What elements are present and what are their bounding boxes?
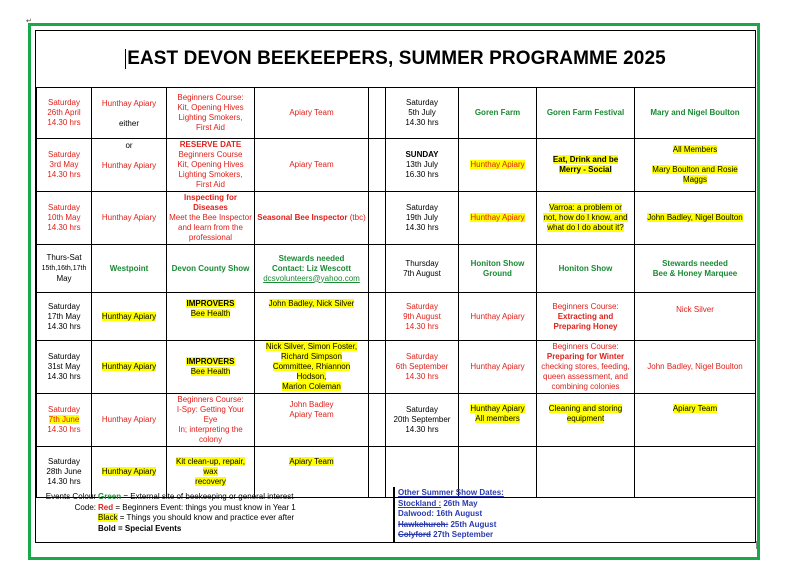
legend-red: Red = Beginners Event: things you must know in Year 1	[98, 502, 296, 512]
topic-cell: Beginners Course: Kit, Opening Hives Lighting Smokers, First Aid	[167, 88, 255, 139]
table-row	[37, 341, 756, 394]
lead-cell: John Badley, Nigel Boulton	[635, 192, 756, 245]
lead-cell: Apiary Team	[255, 88, 369, 139]
lead-cell: All Members Mary Boulton and Rosie Maggs	[635, 139, 756, 192]
spacer-cell	[369, 245, 386, 293]
date-cell: Saturday 26th April 14.30 hrs	[37, 88, 92, 139]
date-cell: SUNDAY 13th July 16.30 hrs	[386, 139, 459, 192]
legend-lines	[98, 492, 296, 534]
paragraph-mark-icon: ↵	[26, 18, 32, 25]
topic-cell: RESERVE DATE Beginners Course Kit, Opening Hives Lighting Smokers, First Aid	[167, 139, 255, 192]
date-cell: Saturday 19th July 14.30 hrs	[386, 192, 459, 245]
topic-cell: IMPROVERS Bee Health	[167, 293, 255, 341]
date-cell: Saturday 20th September 14.30 hrs	[386, 394, 459, 447]
lead-cell: Mary and Nigel Boulton	[635, 88, 756, 139]
page-title	[36, 31, 755, 88]
other-shows-heading: Other Summer Show Dates:	[398, 488, 504, 497]
topic-cell: Devon County Show	[167, 245, 255, 293]
table-row	[37, 293, 756, 341]
venue-cell: Hunthay Apiary All members	[459, 394, 537, 447]
date-cell: Saturday 17th May 14.30 hrs	[37, 293, 92, 341]
venue-cell: Westpoint	[92, 245, 167, 293]
colour-code-legend	[36, 487, 393, 542]
lead-cell: Seasonal Bee Inspector (tbc)	[255, 192, 369, 245]
programme-table	[36, 87, 756, 498]
venue-cell: Hunthay Apiary either	[92, 88, 167, 139]
venue-cell: Hunthay Apiary	[459, 341, 537, 394]
spacer-cell	[369, 88, 386, 139]
venue-cell: Hunthay Apiary	[459, 139, 537, 192]
venue-cell: Hunthay Apiary	[92, 341, 167, 394]
venue-cell: Hunthay Apiary	[92, 447, 167, 498]
venue-cell: Honiton Show Ground	[459, 245, 537, 293]
venue-cell: Hunthay Apiary	[459, 293, 537, 341]
spacer-cell	[369, 139, 386, 192]
date-cell: Saturday 6th September 14.30 hrs	[386, 341, 459, 394]
lead-cell: John Badley, Nigel Boulton	[635, 341, 756, 394]
show-item: Hawkchurch: 25th August	[398, 519, 497, 529]
show-item: Dalwood: 16th August	[398, 509, 483, 518]
spacer-cell	[369, 341, 386, 394]
lead-cell: Nick Silver	[635, 293, 756, 341]
venue-cell: Goren Farm	[459, 88, 537, 139]
topic-cell: Eat, Drink and be Merry - Social	[537, 139, 635, 192]
table-row	[37, 139, 756, 192]
legend-green: Green = External site of beekeeping or general interest	[98, 492, 294, 501]
topic-cell: Varroa: a problem or not, how do I know, and what do I do about it?	[537, 192, 635, 245]
date-cell: Saturday 3rd May 14.30 hrs	[37, 139, 92, 192]
spacer-cell	[369, 293, 386, 341]
venue-cell: Hunthay Apiary	[459, 192, 537, 245]
legend-bold: Bold = Special Events	[98, 523, 182, 533]
venue-cell: or Hunthay Apiary	[92, 139, 167, 192]
topic-cell: Kit clean-up, repair, wax recovery	[167, 447, 255, 498]
spacer-cell	[369, 394, 386, 447]
title-text: EAST DEVON BEEKEEPERS, SUMMER PROGRAMME 2025	[127, 48, 666, 69]
table-row	[37, 192, 756, 245]
topic-cell: Beginners Course: Preparing for Winter checking stores, feeding, queen assessment, and combining colonies	[537, 341, 635, 394]
lead-cell: Apiary Team	[635, 394, 756, 447]
topic-cell: Beginners Course: I-Spy: Getting Your Eye In; interpreting the colony	[167, 394, 255, 447]
topic-cell: Inspecting for Diseases Meet the Bee Inspector and learn from the professional	[167, 192, 255, 245]
topic-cell: IMPROVERS Bee Health	[167, 341, 255, 394]
topic-cell: Honiton Show	[537, 245, 635, 293]
legend-black: Black = Things you should know and practice ever after	[98, 513, 295, 522]
topic-cell: Beginners Course: Extracting and Preparing Honey	[537, 293, 635, 341]
table-row	[37, 88, 756, 139]
show-item: Colyford 27th September	[398, 530, 494, 539]
legend-label: Events Colour Code:	[45, 492, 96, 512]
lead-cell: Apiary Team	[255, 139, 369, 192]
venue-cell: Hunthay Apiary	[92, 192, 167, 245]
spacer-cell	[369, 192, 386, 245]
lead-cell: Stewards needed Bee & Honey Marquee	[635, 245, 756, 293]
table-row	[37, 245, 756, 293]
date-cell: Saturday 9th August 14.30 hrs	[386, 293, 459, 341]
email-link[interactable]: dcsvolunteers@yahoo.com	[263, 273, 360, 283]
lead-cell: Apiary Team	[255, 447, 369, 498]
table-row	[37, 394, 756, 447]
date-cell: Saturday 5th July 14.30 hrs	[386, 88, 459, 139]
other-show-dates	[394, 487, 755, 542]
text-cursor	[125, 49, 126, 69]
topic-cell: Cleaning and storing equipment	[537, 394, 635, 447]
lead-cell: Stewards needed Contact: Liz Wescott dcsvolunteers@yahoo.com	[255, 245, 369, 293]
date-cell: Saturday 7th June 14.30 hrs	[37, 394, 92, 447]
venue-cell: Hunthay Apiary	[92, 293, 167, 341]
venue-cell: Hunthay Apiary	[92, 394, 167, 447]
date-cell: Thursday 7th August	[386, 245, 459, 293]
topic-cell: Goren Farm Festival	[537, 88, 635, 139]
date-cell: Saturday 28th June 14.30 hrs	[37, 447, 92, 498]
date-cell: Thurs-Sat 15th,16th,17th May	[37, 245, 92, 293]
date-cell: Saturday 10th May 14.30 hrs	[37, 192, 92, 245]
lead-cell: John Badley, Nick Silver	[255, 293, 369, 341]
page-corner-mark	[756, 541, 763, 549]
lead-cell: Nick Silver, Simon Foster, Richard Simpson Committee, Rhiannon Hodson, Marion Coleman	[255, 341, 369, 394]
date-cell: Saturday 31st May 14.30 hrs	[37, 341, 92, 394]
show-item: Stockland : 26th May	[398, 498, 478, 508]
lead-cell: John Badley Apiary Team	[255, 394, 369, 447]
